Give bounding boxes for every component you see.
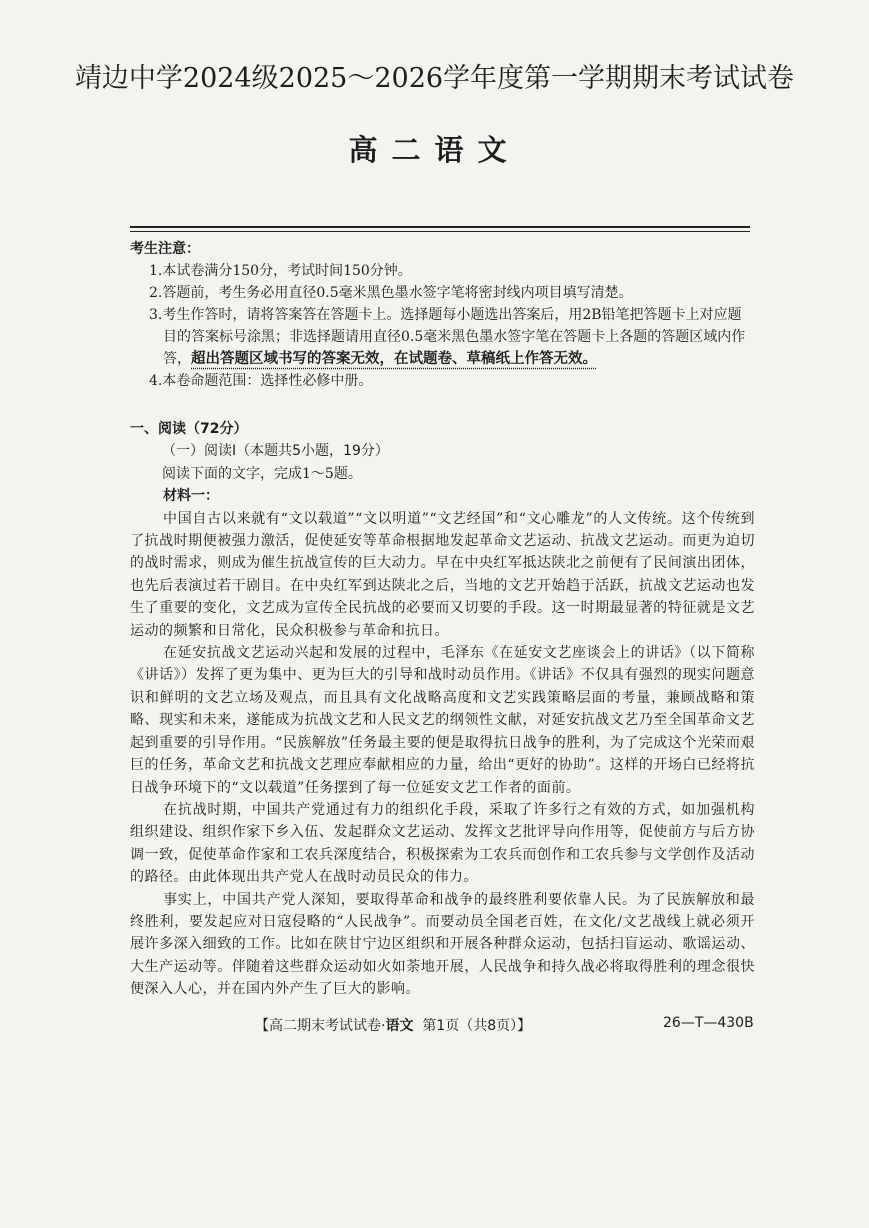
notice-item [130,282,755,304]
passage-paragraph: 在延安抗战文艺运动兴起和发展的过程中，毛泽东《在延安文艺座谈会上的讲话》（以下简称《讲话》）发挥了更为集中、更为巨大的引导和战时动员作用。《讲话》不仅具有强烈的现实问题意识和鲜明的文艺立场及观点，而且具有文化战略高度和文艺实践策略层面的考量，兼顾战略和策略、现实和未来，遂能成为抗战文艺和人民文艺的纲领性文献，对延安抗战文艺乃至全国革命文艺起到重要的引导作用。“民族解放”任务最主要的便是取得抗日战争的胜利，为了完成这个光荣而艰巨的任务，革命文艺和抗战文艺理应奉献相应的力量，给出“更好的协助”。这样的开场白已经将抗日战争环境下的“文以载道”任务摆到了每一位延安文艺工作者的面前。 [130,645,755,796]
material-label: 材料一： [163,488,219,505]
section-heading: 一、阅读（72分） [130,421,248,437]
footer-subject: 语文 [385,1018,414,1034]
notice-item [130,260,755,282]
candidate-notice [130,238,755,392]
notice-title: 考生注意： [130,241,200,257]
reading-instruction: 阅读下面的文字，完成1～5题。 [162,465,362,482]
sub-section-heading: （一）阅读Ⅰ（本题共5小题，19分） [162,443,389,460]
passage-paragraph: 在抗战时期，中国共产党通过有力的组织化手段，采取了许多行之有效的方式，如加强机构组织建设、组织作家下乡入伍、发起群众文艺运动、发挥文艺批评导向作用等，促使前方与后方协调一致，促使革命作家和工农兵深度结合，积极探索为工农兵而创作和工农兵参与文学创作及活动的路径。由此体现出共产党人在战时动员民众的伟力。 [130,801,755,886]
notice-list [130,260,755,392]
reading-section [130,418,755,1001]
subject-title: 高二语文 [348,133,521,167]
exam-title: 靖边中学2024级2025～2026学年度第一学期期末考试试卷 [74,63,795,94]
notice-item [130,370,755,392]
notice-item [130,304,755,370]
notice-item-text: 3.考生作答时，请将答案答在答题卡上。选择题每小题选出答案后，用2B铅笔把答题卡上对应题目的答案标号涂黑；非选择题请用直径0.5毫米黑色墨水签字笔在答题卡上各题的答题区域内作答， [149,307,746,367]
notice-item-text: 2.答题前，考生务必用直径0.5毫米黑色墨水签字笔将密封线内项目填写清楚。 [149,285,633,301]
notice-item-text: 4.本卷命题范围：选择性必修中册。 [149,373,373,389]
passage-paragraph: 事实上，中国共产党人深知，要取得革命和战争的最终胜利要依靠人民。为了民族解放和最终胜利，要发起应对日寇侵略的“人民战争”。而要动员全国老百姓，在文化/文艺战线上就必须开展许多深入细致的工作。比如在陕甘宁边区组织和开展各种群众运动，包括扫盲运动、歌谣运动、大生产运动等。伴随着这些群众运动如火如荼地开展，人民战争和持久战必将取得胜利的理念很快便深入人心，并在国内外产生了巨大的影响。 [130,891,755,998]
divider-thick [130,226,750,228]
footer-page-info [255,1015,531,1035]
divider-thin [130,231,750,232]
notice-emphasis: 超出答题区域书写的答案无效，在试题卷、草稿纸上作答无效。 [191,351,597,367]
passage-paragraph: 中国自古以来就有“文以载道”“文以明道”“文艺经国”和“文心雕龙”的人文传统。这个传统到了抗战时期便被强力激活，促使延安等革命根据地发起革命文艺运动、抗战文艺运动。而更为迫切的战时需求，则成为催生抗战宣传的巨大动力。早在中央红军抵达陕北之前便有了民间演出团体，也先后表演过若干剧目。在中央红军到达陕北之后，当地的文艺开始趋于活跃，抗战文艺运动也发生了重要的变化，文艺成为宣传全民抗战的必要而又切要的手段。这一时期最显著的特征就是文艺运动的频繁和日常化，民众积极参与革命和抗日。 [130,510,755,639]
notice-item-text: 1.本试卷满分150分，考试时间150分钟。 [149,263,412,279]
footer-code: 26—T—430B [663,1015,754,1031]
footer-page-number: 第1页（共8页）】 [422,1018,532,1034]
footer-exam-name: 【高二期末考试试卷· [255,1018,386,1034]
